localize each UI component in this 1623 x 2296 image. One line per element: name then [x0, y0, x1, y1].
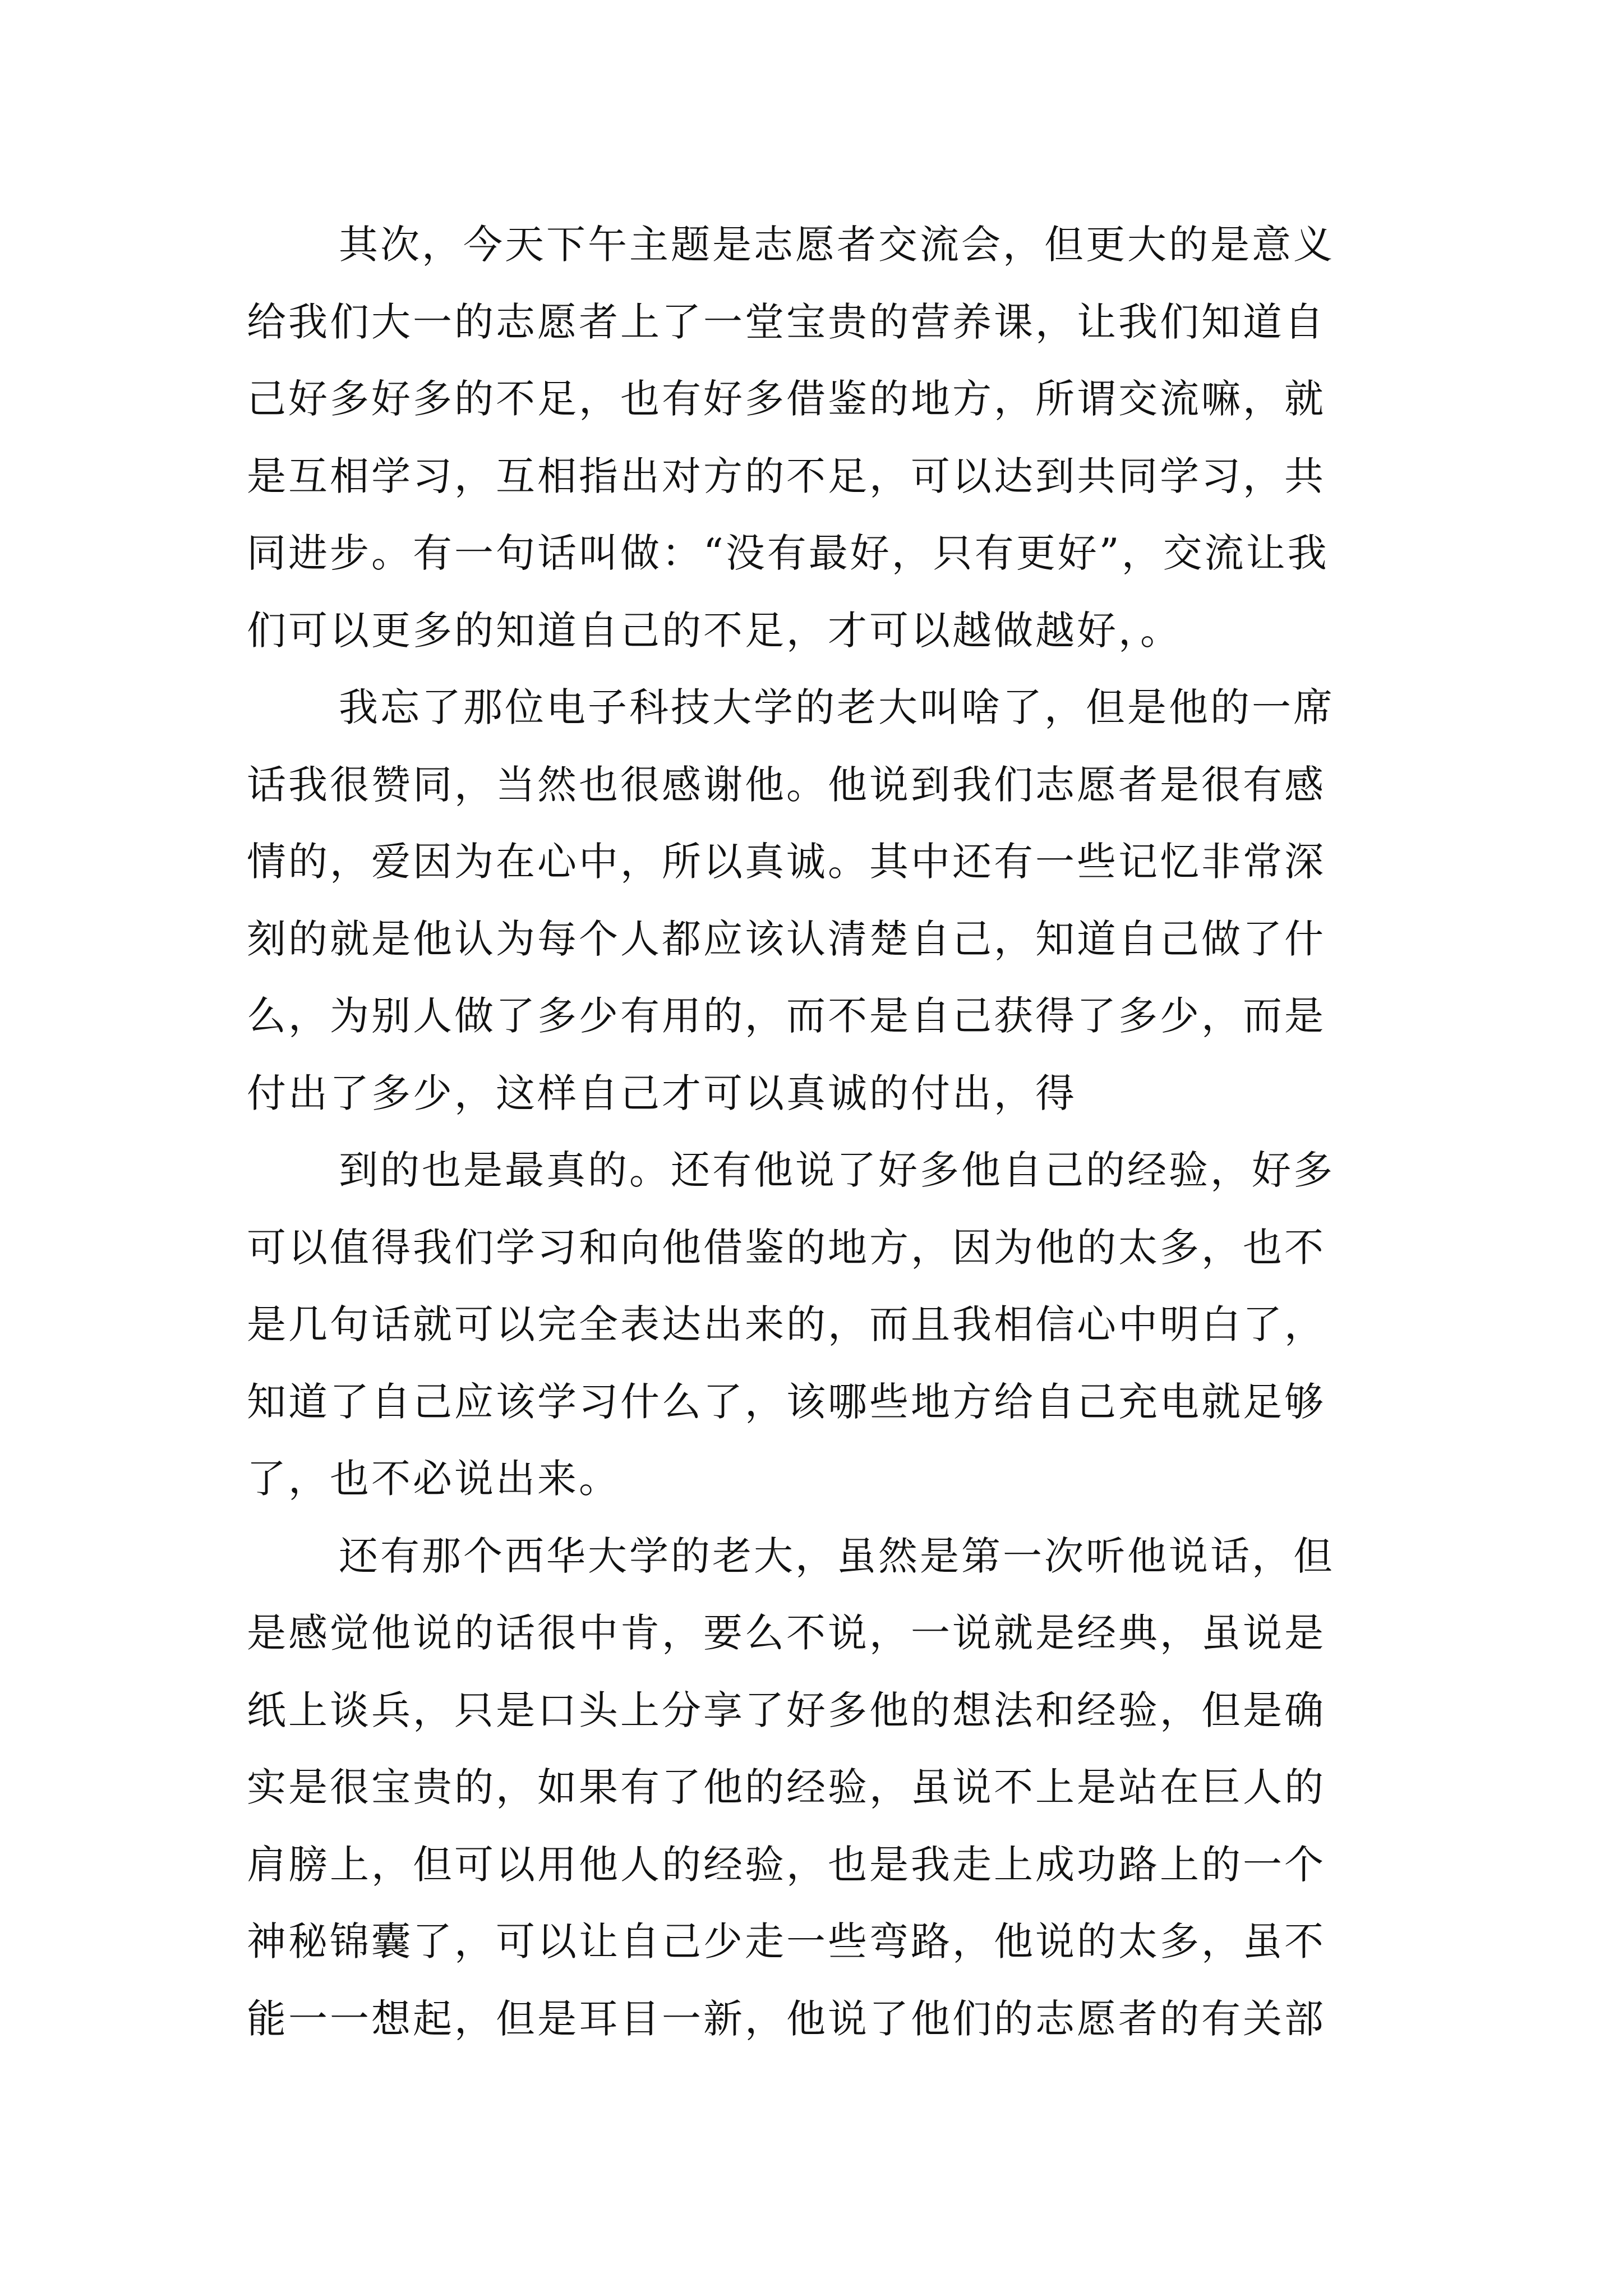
text-line: 能一一想起，但是耳目一新，他说了他们的志愿者的有关部: [247, 1995, 1326, 2042]
text-line: 付出了多少，这样自己才可以真诚的付出，得: [247, 1070, 1077, 1116]
text-line: 我忘了那位电子科技大学的老大叫啥了，但是他的一席: [339, 684, 1335, 730]
text-line: 还有那个西华大学的老大，虽然是第一次听他说话，但: [339, 1533, 1335, 1579]
text-line: 肩膀上，但可以用他人的经验，也是我走上成功路上的一个: [247, 1841, 1326, 1888]
document-body: [247, 206, 1380, 2058]
text-line: 们可以更多的知道自己的不足，才可以越做越好，。: [247, 607, 1182, 654]
text-line: 知道了自己应该学习什么了，该哪些地方给自己充电就足够: [247, 1378, 1326, 1425]
text-line: 了，也不必说出来。: [247, 1456, 620, 1502]
text-line: 同进步。有一句话叫做：“没有最好，只有更好”，交流让我: [247, 530, 1329, 576]
text-line: 己好多好多的不足，也有好多借鉴的地方，所谓交流嘛，就: [247, 376, 1326, 422]
text-line: 给我们大一的志愿者上了一堂宝贵的营养课，让我们知道自: [247, 298, 1326, 345]
text-line: 实是很宝贵的，如果有了他的经验，虽说不上是站在巨人的: [247, 1764, 1326, 1810]
text-line: 是互相学习，互相指出对方的不足，可以达到共同学习，共: [247, 453, 1326, 499]
text-line: 是几句话就可以完全表达出来的，而且我相信心中明白了，: [247, 1301, 1326, 1347]
text-line: 情的，爱因为在心中，所以真诚。其中还有一些记忆非常深: [247, 839, 1326, 885]
text-line: 其次，今天下午主题是志愿者交流会，但更大的是意义: [339, 222, 1335, 268]
text-line: 神秘锦囊了，可以让自己少走一些弯路，他说的太多，虽不: [247, 1918, 1326, 1964]
text-line: 可以值得我们学习和向他借鉴的地方，因为他的太多，也不: [247, 1224, 1326, 1271]
text-line: 到的也是最真的。还有他说了好多他自己的经验，好多: [339, 1147, 1335, 1193]
text-line: 么，为别人做了多少有用的，而不是自己获得了多少，而是: [247, 993, 1326, 1039]
text-line: 纸上谈兵，只是口头上分享了好多他的想法和经验，但是确: [247, 1687, 1326, 1733]
text-line: 刻的就是他认为每个人都应该认清楚自己，知道自己做了什: [247, 915, 1326, 962]
text-line: 是感觉他说的话很中肯，要么不说，一说就是经典，虽说是: [247, 1610, 1326, 1656]
text-line: 话我很赞同，当然也很感谢他。他说到我们志愿者是很有感: [247, 761, 1326, 808]
